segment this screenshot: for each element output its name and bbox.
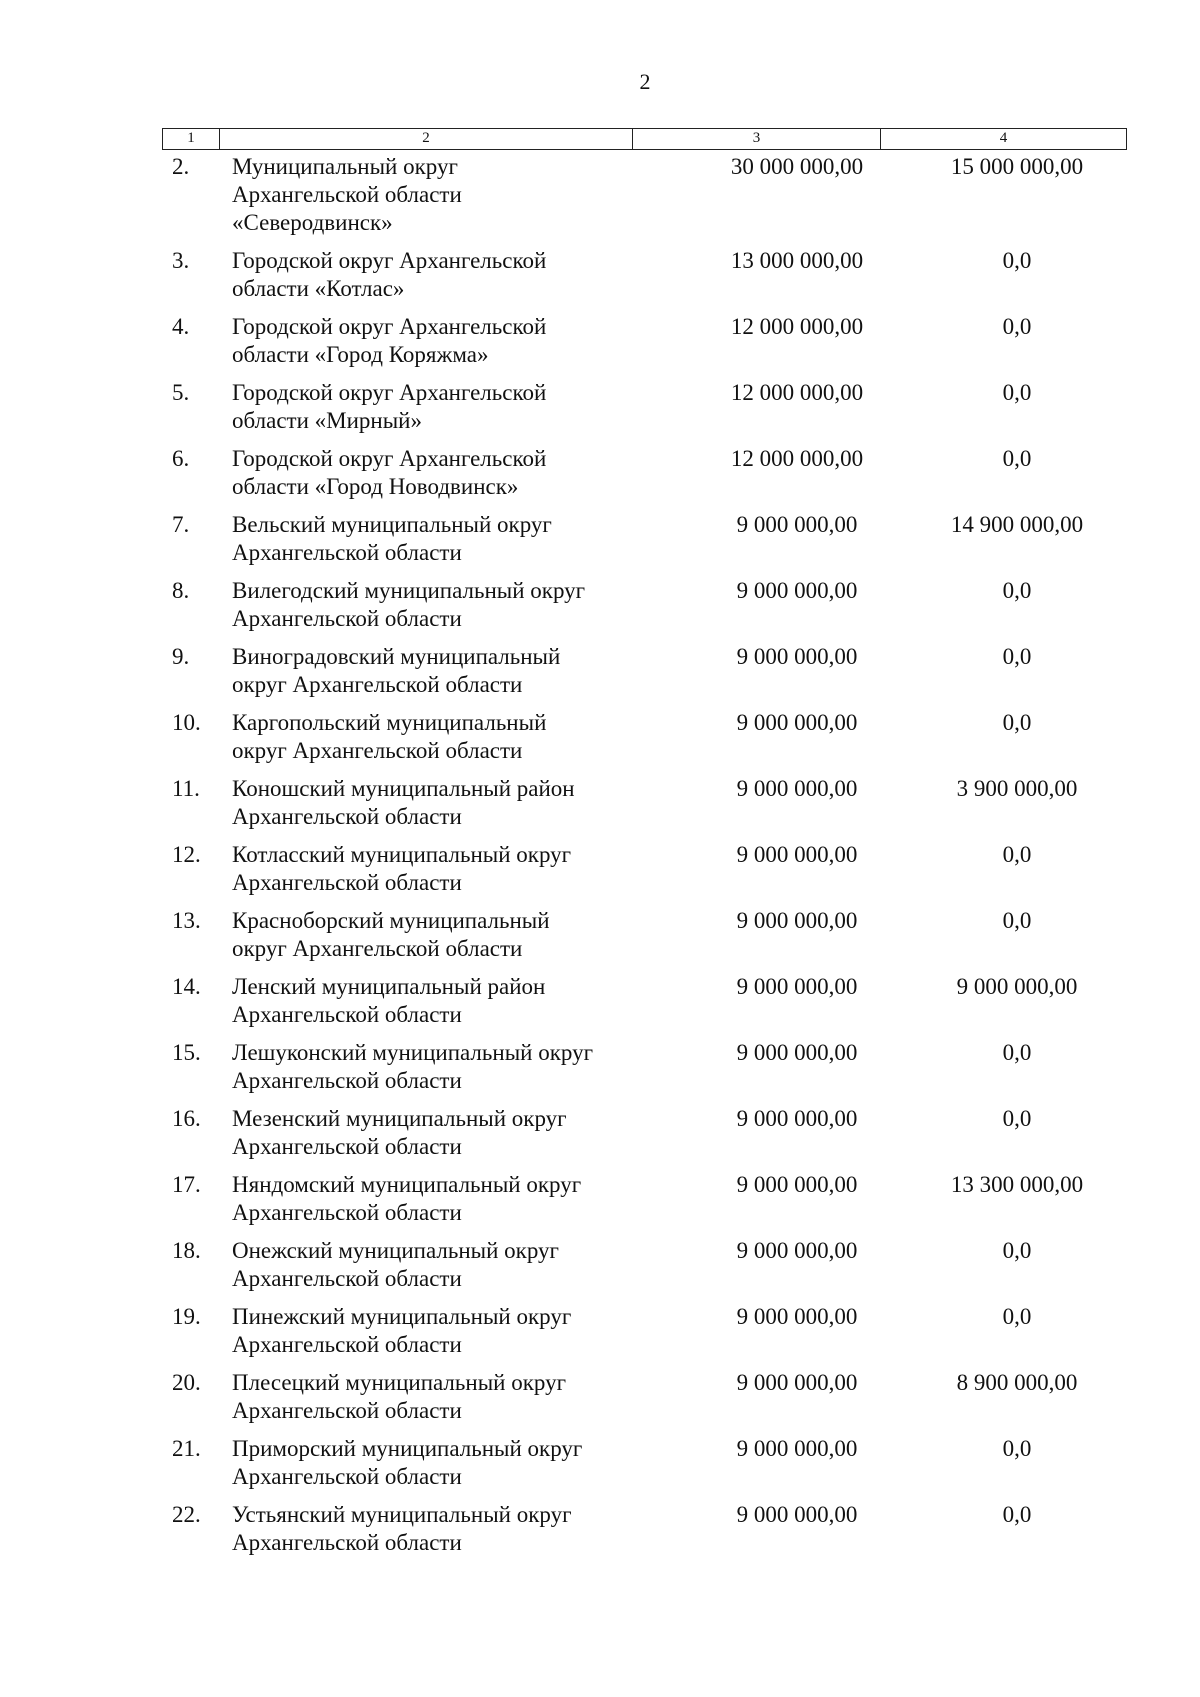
municipality-name: Пинежский муниципальный округ Архангельской области (232, 1304, 572, 1357)
column-header-2: 2 (219, 129, 632, 149)
amount-column-4: 0,0 (1002, 1106, 1032, 1131)
table-row (162, 709, 1127, 765)
municipality-name: Мезенский муниципальный округ Архангельской области (232, 1106, 567, 1159)
amount-column-3: 9 000 000,00 (736, 644, 858, 669)
table-row (162, 1105, 1127, 1161)
municipality-name: Коношский муниципальный район Архангельской области (232, 776, 575, 829)
column-header-1: 1 (187, 130, 195, 146)
row-number: 22. (172, 1502, 201, 1527)
amount-column-3: 9 000 000,00 (736, 1304, 858, 1329)
row-number: 10. (172, 710, 201, 735)
row-number: 14. (172, 974, 201, 999)
column-header-3: 3 (632, 129, 880, 149)
table-row (162, 247, 1127, 303)
amount-column-4: 0,0 (1002, 314, 1032, 339)
row-number: 16. (172, 1106, 201, 1131)
municipality-name: Онежский муниципальный округ Архангельской области (232, 1238, 559, 1291)
amount-column-3: 9 000 000,00 (736, 842, 858, 867)
row-number: 21. (172, 1436, 201, 1461)
amount-column-3: 9 000 000,00 (736, 578, 858, 603)
amount-column-4: 8 900 000,00 (956, 1370, 1078, 1395)
amount-column-3: 9 000 000,00 (736, 1436, 858, 1461)
row-number: 8. (172, 578, 190, 603)
municipality-name: Городской округ Архангельской области «Город Новодвинск» (232, 446, 547, 499)
table-row (162, 1435, 1127, 1491)
municipality-name: Плесецкий муниципальный округ Архангельской области (232, 1370, 567, 1423)
amount-column-3: 30 000 000,00 (730, 154, 864, 179)
table-row (162, 1501, 1127, 1557)
amount-column-4: 0,0 (1002, 644, 1032, 669)
amount-column-3: 9 000 000,00 (736, 1502, 858, 1527)
row-number: 12. (172, 842, 201, 867)
amount-column-3: 9 000 000,00 (736, 908, 858, 933)
amount-column-4: 0,0 (1002, 1502, 1032, 1527)
amount-column-4: 14 900 000,00 (950, 512, 1084, 537)
amount-column-4: 13 300 000,00 (950, 1172, 1084, 1197)
amount-column-3: 9 000 000,00 (736, 1106, 858, 1131)
table-row (162, 313, 1127, 369)
municipality-name: Ленский муниципальный район Архангельской области (232, 974, 546, 1027)
row-number: 2. (172, 154, 190, 179)
amount-column-4: 15 000 000,00 (950, 154, 1084, 179)
amount-column-3: 9 000 000,00 (736, 1238, 858, 1263)
municipality-name: Устьянский муниципальный округ Архангельской области (232, 1502, 572, 1555)
municipality-name: Няндомский муниципальный округ Архангельской области (232, 1172, 582, 1225)
row-number: 9. (172, 644, 190, 669)
row-number: 18. (172, 1238, 201, 1263)
municipality-name: Городской округ Архангельской области «Город Коряжма» (232, 314, 547, 367)
table-row (162, 643, 1127, 699)
municipality-name: Приморский муниципальный округ Архангельской области (232, 1436, 583, 1489)
amount-column-3: 12 000 000,00 (730, 380, 864, 405)
row-number: 3. (172, 248, 190, 273)
amount-column-3: 12 000 000,00 (730, 446, 864, 471)
municipality-name: Лешуконский муниципальный округ Архангельской области (232, 1040, 594, 1093)
column-header-4: 4 (880, 129, 1126, 149)
amount-column-4: 0,0 (1002, 248, 1032, 273)
row-number: 4. (172, 314, 190, 339)
table-row (162, 1039, 1127, 1095)
table-row (162, 445, 1127, 501)
row-number: 6. (172, 446, 190, 471)
amount-column-4: 0,0 (1002, 842, 1032, 867)
municipality-name: Городской округ Архангельской области «Мирный» (232, 380, 547, 433)
row-number: 13. (172, 908, 201, 933)
row-number: 5. (172, 380, 190, 405)
table-row (162, 1171, 1127, 1227)
municipality-name: Муниципальный округ Архангельской области «Северодвинск» (232, 154, 462, 235)
row-number: 11. (172, 776, 200, 801)
table-row (162, 379, 1127, 435)
amount-column-4: 0,0 (1002, 1040, 1032, 1065)
amount-column-4: 9 000 000,00 (956, 974, 1078, 999)
page-number: 2 (639, 69, 651, 94)
amount-column-3: 9 000 000,00 (736, 1370, 858, 1395)
table-row (162, 841, 1127, 897)
municipality-name: Вилегодский муниципальный округ Архангельской области (232, 578, 586, 631)
municipality-name: Виноградовский муниципальный округ Архангельской области (232, 644, 561, 697)
municipality-name: Вельский муниципальный округ Архангельской области (232, 512, 552, 565)
row-number: 17. (172, 1172, 201, 1197)
table-row (162, 577, 1127, 633)
amount-column-3: 9 000 000,00 (736, 1172, 858, 1197)
table-row (162, 511, 1127, 567)
amount-column-3: 9 000 000,00 (736, 776, 858, 801)
table-row (162, 1237, 1127, 1293)
amount-column-4: 0,0 (1002, 1436, 1032, 1461)
amount-column-3: 9 000 000,00 (736, 974, 858, 999)
amount-column-4: 0,0 (1002, 578, 1032, 603)
amount-column-4: 0,0 (1002, 908, 1032, 933)
municipality-name: Красноборский муниципальный округ Архангельской области (232, 908, 550, 961)
municipality-name: Котласский муниципальный округ Архангельской области (232, 842, 572, 895)
amount-column-4: 0,0 (1002, 446, 1032, 471)
table-row (162, 153, 1127, 237)
amount-column-4: 0,0 (1002, 380, 1032, 405)
row-number: 7. (172, 512, 190, 537)
amount-column-3: 9 000 000,00 (736, 1040, 858, 1065)
row-number: 19. (172, 1304, 201, 1329)
table-row (162, 1303, 1127, 1359)
table-row (162, 775, 1127, 831)
amount-column-3: 9 000 000,00 (736, 710, 858, 735)
amount-column-4: 0,0 (1002, 1238, 1032, 1263)
row-number: 20. (172, 1370, 201, 1395)
amount-column-3: 13 000 000,00 (730, 248, 864, 273)
amount-column-3: 9 000 000,00 (736, 512, 858, 537)
table-header-row (162, 128, 1127, 150)
table-row (162, 1369, 1127, 1425)
municipality-name: Городской округ Архангельской области «Котлас» (232, 248, 547, 301)
row-number: 15. (172, 1040, 201, 1065)
municipality-name: Каргопольский муниципальный округ Архангельской области (232, 710, 547, 763)
amount-column-4: 0,0 (1002, 710, 1032, 735)
table-row (162, 907, 1127, 963)
amount-column-4: 3 900 000,00 (956, 776, 1078, 801)
amount-column-4: 0,0 (1002, 1304, 1032, 1329)
table-body (162, 153, 1127, 1567)
table-row (162, 973, 1127, 1029)
amount-column-3: 12 000 000,00 (730, 314, 864, 339)
